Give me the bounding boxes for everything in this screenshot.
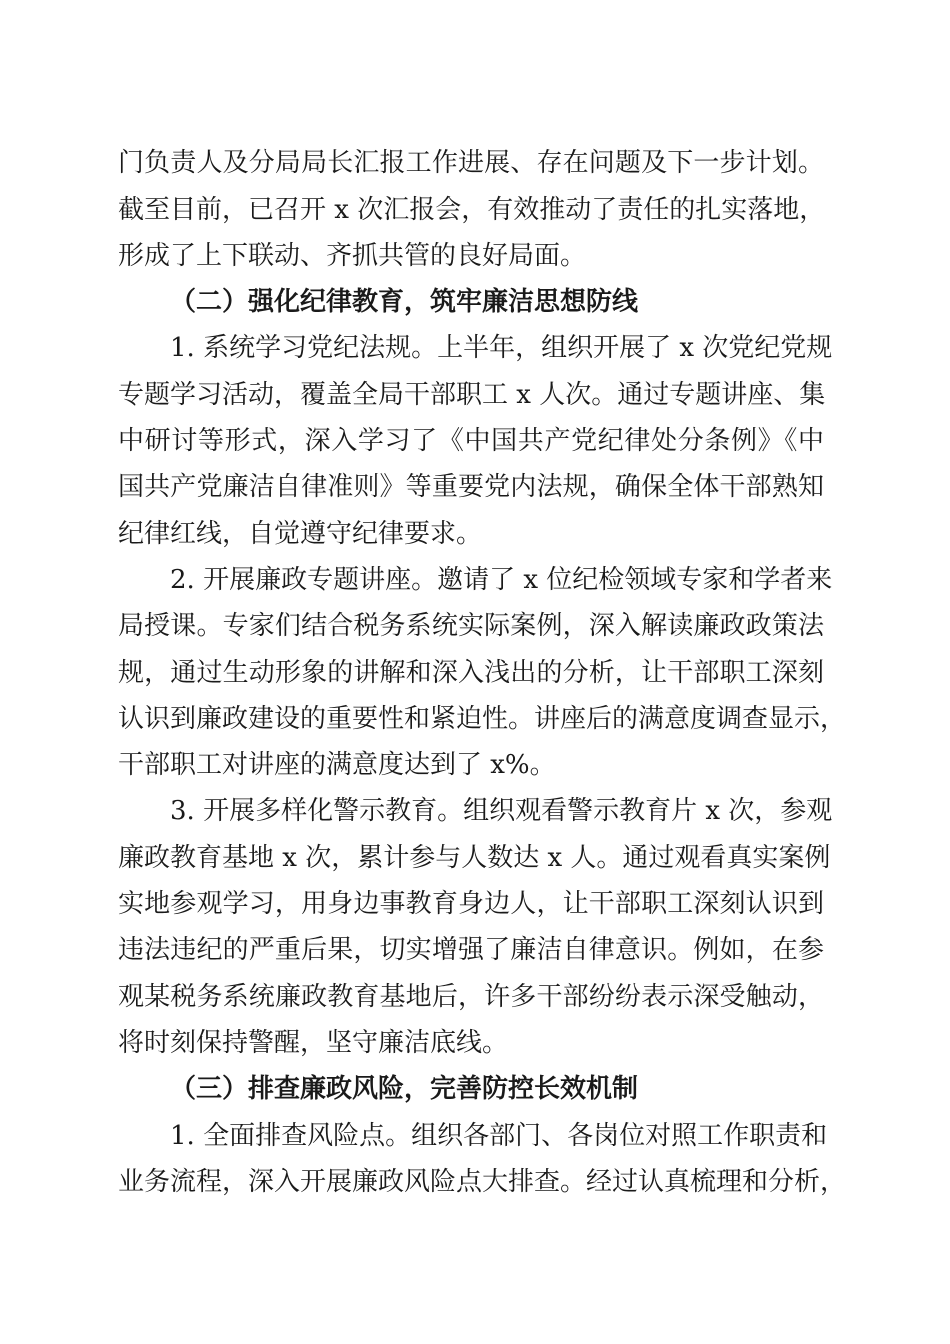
- paragraph-line: 认识到廉政建设的重要性和紧迫性。讲座后的满意度调查显示，: [118, 704, 847, 734]
- paragraph-line: 门负责人及分局局长汇报工作进展、存在问题及下一步计划。: [118, 148, 824, 178]
- paragraph-line: 2. 开展廉政专题讲座。邀请了 x 位纪检领域专家和学者来: [170, 565, 833, 595]
- paragraph-line: 规，通过生动形象的讲解和深入浅出的分析，让干部职工深刻: [118, 658, 824, 688]
- paragraph-line: 违法违纪的严重后果，切实增强了廉洁自律意识。例如，在参: [118, 935, 824, 965]
- paragraph-line: 廉政教育基地 x 次，累计参与人数达 x 人。通过观看真实案例: [118, 843, 831, 873]
- paragraph-line: 纪律红线，自觉遵守纪律要求。: [118, 519, 483, 549]
- paragraph-line: 截至目前，已召开 x 次汇报会，有效推动了责任的扎实落地，: [118, 195, 826, 225]
- paragraph-line: 局授课。专家们结合税务系统实际案例，深入解读廉政政策法: [118, 611, 824, 641]
- paragraph-line: 形成了上下联动、齐抓共管的良好局面。: [118, 241, 587, 271]
- paragraph-line: 1. 系统学习党纪法规。上半年，组织开展了 x 次党纪党规: [170, 333, 833, 363]
- paragraph-line: 业务流程，深入开展廉政风险点大排查。经过认真梳理和分析，: [118, 1167, 847, 1197]
- paragraph-line: 将时刻保持警醒，坚守廉洁底线。: [118, 1028, 509, 1058]
- paragraph-line: 实地参观学习，用身边事教育身边人，让干部职工深刻认识到: [118, 889, 824, 919]
- paragraph-line: 1. 全面排查风险点。组织各部门、各岗位对照工作职责和: [170, 1121, 828, 1151]
- section-heading: （三）排查廉政风险，完善防控长效机制: [170, 1074, 639, 1104]
- paragraph-line: 干部职工对讲座的满意度达到了 x%。: [118, 750, 556, 780]
- section-heading: （二）强化纪律教育，筑牢廉洁思想防线: [170, 287, 639, 317]
- paragraph-line: 中研讨等形式，深入学习了《中国共产党纪律处分条例》《中: [118, 426, 824, 456]
- paragraph-line: 国共产党廉洁自律准则》等重要党内法规，确保全体干部熟知: [118, 472, 824, 502]
- paragraph-line: 3. 开展多样化警示教育。组织观看警示教育片 x 次，参观: [170, 796, 833, 826]
- paragraph-line: 观某税务系统廉政教育基地后，许多干部纷纷表示深受触动，: [118, 982, 824, 1012]
- paragraph-line: 专题学习活动，覆盖全局干部职工 x 人次。通过专题讲座、集: [118, 380, 826, 410]
